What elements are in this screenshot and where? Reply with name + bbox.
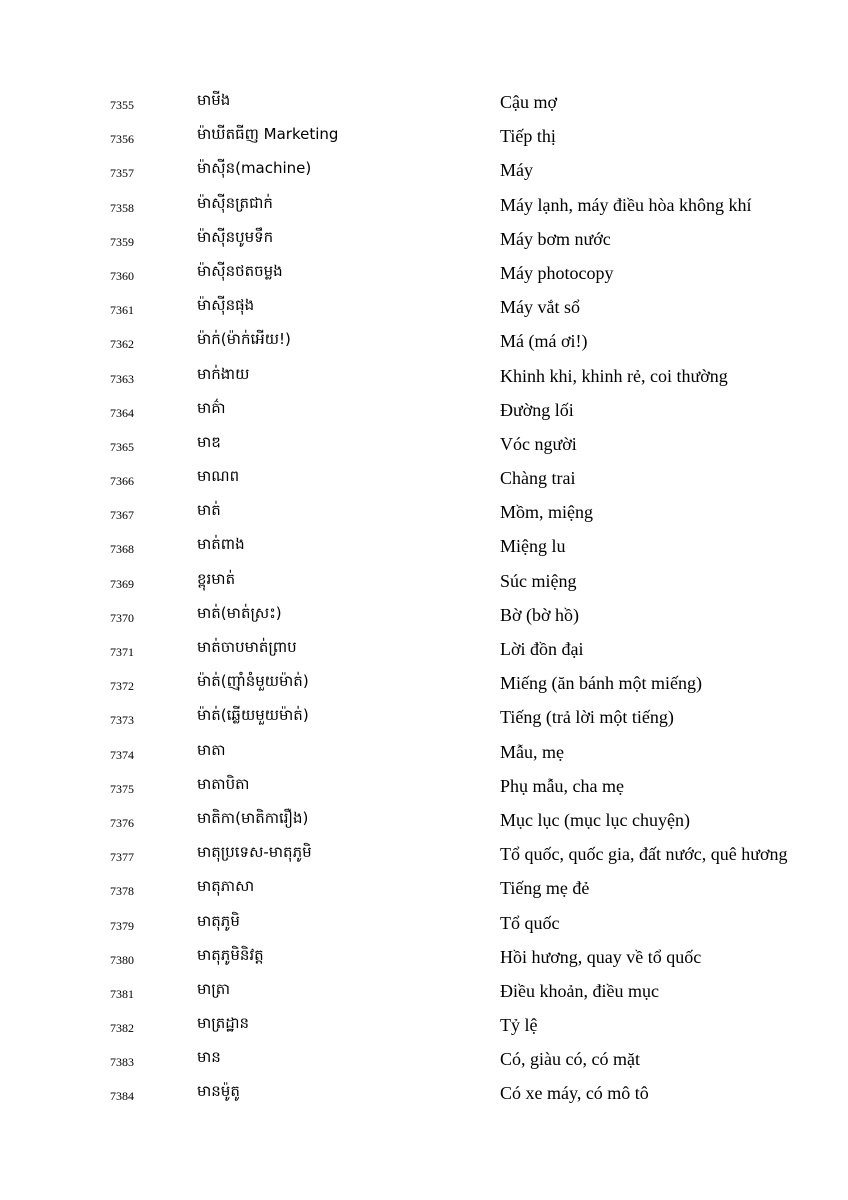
entry-row: [0, 599, 848, 633]
khmer-term: មាត្រា: [197, 979, 231, 998]
entry-row: [0, 975, 848, 1009]
khmer-term: មាត់: [197, 501, 221, 520]
vietnamese-meaning: Lời đồn đại: [500, 639, 584, 659]
entry-number: 7373: [110, 713, 134, 728]
entry-number: 7355: [110, 98, 134, 112]
entry-row: [0, 86, 848, 120]
entry-number: 7380: [110, 952, 134, 967]
entry-number: 7376: [110, 815, 134, 830]
entry-row: [0, 325, 848, 359]
khmer-term: មាណព: [197, 467, 240, 486]
khmer-term: មាត្រដ្ឋាន: [197, 1014, 250, 1033]
entry-number: 7362: [110, 337, 134, 352]
entry-number: 7358: [110, 200, 134, 215]
khmer-term: ម៉ាស៊ីនផុង: [197, 296, 255, 315]
entry-number: 7368: [110, 542, 134, 557]
vietnamese-meaning: Tiếp thị: [500, 126, 556, 147]
khmer-term: ម៉ាស៊ីនត្រជាក់: [197, 193, 273, 212]
entry-number: 7357: [110, 166, 134, 181]
entry-number: 7381: [110, 986, 134, 1001]
vietnamese-meaning: Tổ quốc, quốc gia, đất nước, quê hương: [500, 844, 788, 865]
vietnamese-meaning: Mồm, miệng: [500, 502, 593, 523]
khmer-term: ម៉ាឃីតធីញ Marketing: [197, 125, 339, 144]
vietnamese-meaning: Máy: [500, 160, 533, 181]
entry-row: [0, 736, 848, 770]
khmer-term: មាគ៌ា: [197, 398, 226, 417]
entry-number: 7378: [110, 884, 134, 899]
entry-list: [0, 86, 848, 1112]
khmer-term: ម៉ាក់(ម៉ាក់អើយ!): [197, 330, 291, 349]
vietnamese-meaning: Má (má ơi!): [500, 331, 588, 352]
entry-number: 7363: [110, 371, 134, 386]
vietnamese-meaning: Tiếng (trả lời một tiếng): [500, 707, 674, 728]
entry-number: 7369: [110, 576, 134, 591]
vietnamese-meaning: Miệng lu: [500, 536, 566, 557]
entry-row: [0, 770, 848, 804]
entry-row: [0, 667, 848, 701]
khmer-term: មាតា: [197, 740, 226, 759]
entry-number: 7360: [110, 268, 134, 283]
entry-number: 7370: [110, 610, 134, 625]
vietnamese-meaning: Vóc người: [500, 433, 577, 454]
khmer-term: មានម៉ូតូ: [197, 1082, 240, 1101]
vietnamese-meaning: Máy vắt sổ: [500, 297, 580, 318]
entry-row: [0, 120, 848, 154]
khmer-term: មាឌ: [197, 432, 221, 451]
khmer-term: ខ្ពុរមាត់: [197, 569, 236, 588]
entry-number: 7366: [110, 474, 134, 489]
entry-row: [0, 804, 848, 838]
entry-row: [0, 907, 848, 941]
khmer-term: ម៉ាស៊ីនបូមទឹក: [197, 227, 274, 246]
khmer-term: មាតុភាសា: [197, 877, 255, 896]
entry-number: 7367: [110, 508, 134, 523]
vietnamese-meaning: Cậu mợ: [500, 92, 558, 112]
entry-number: 7372: [110, 679, 134, 694]
khmer-term: ម៉ាត់(ញ៉ាំនំមួយម៉ាត់): [197, 672, 309, 691]
entry-number: 7374: [110, 747, 134, 762]
entry-row: [0, 633, 848, 667]
entry-row: [0, 257, 848, 291]
khmer-term: មាត់ពាង: [197, 535, 245, 554]
vietnamese-meaning: Mẫu, mẹ: [500, 741, 564, 762]
khmer-term: មាតុភូមិ: [197, 911, 240, 930]
entry-row: [0, 872, 848, 906]
vietnamese-meaning: Hồi hương, quay về tổ quốc: [500, 946, 702, 967]
khmer-term: មាតិកា(មាតិការឿង): [197, 808, 309, 827]
vietnamese-meaning: Tiếng mẹ đẻ: [500, 878, 590, 899]
entry-number: 7382: [110, 1021, 134, 1036]
entry-row: [0, 154, 848, 188]
entry-row: [0, 428, 848, 462]
entry-row: [0, 530, 848, 564]
entry-number: 7377: [110, 850, 134, 865]
khmer-term: មាត់(មាត់ស្រះ): [197, 603, 282, 622]
vietnamese-meaning: Điều khoản, điều mục: [500, 980, 659, 1001]
khmer-term: ម៉ាស៊ីនថតចម្លង: [197, 261, 283, 280]
entry-number: 7384: [110, 1089, 134, 1104]
vietnamese-meaning: Khinh khi, khinh rẻ, coi thường: [500, 365, 728, 386]
entry-number: 7364: [110, 405, 134, 420]
entry-row: [0, 462, 848, 496]
entry-number: 7371: [110, 645, 134, 659]
entry-row: [0, 360, 848, 394]
entry-row: [0, 291, 848, 325]
khmer-term: ម៉ាត់(ឆ្លើយមួយម៉ាត់): [197, 706, 309, 725]
vietnamese-meaning: Máy bơm nước: [500, 228, 611, 249]
khmer-term: មាតុភូមិនិវត្ត: [197, 945, 264, 964]
entry-row: [0, 223, 848, 257]
entry-number: 7365: [110, 439, 134, 454]
entry-row: [0, 189, 848, 223]
entry-number: 7383: [110, 1055, 134, 1070]
vietnamese-meaning: Có, giàu có, có mặt: [500, 1049, 640, 1070]
vietnamese-meaning: Bờ (bờ hồ): [500, 604, 580, 625]
vietnamese-meaning: Súc miệng: [500, 570, 577, 591]
entry-row: [0, 838, 848, 872]
entry-number: 7375: [110, 781, 134, 796]
vietnamese-meaning: Tổ quốc: [500, 912, 560, 933]
vietnamese-meaning: Đường lối: [500, 399, 574, 420]
vietnamese-meaning: Tỷ lệ: [500, 1015, 538, 1036]
khmer-term: មាតាបិតា: [197, 774, 250, 793]
vietnamese-meaning: Có xe máy, có mô tô: [500, 1083, 649, 1104]
vietnamese-meaning: Miếng (ăn bánh một miếng): [500, 673, 702, 694]
entry-row: [0, 394, 848, 428]
khmer-term: មាតុប្រទេស-មាតុភូមិ: [197, 843, 312, 862]
vietnamese-meaning: Mục lục (mục lục chuyện): [500, 809, 690, 830]
khmer-term: មាក់ងាយ: [197, 364, 250, 383]
entry-row: [0, 496, 848, 530]
entry-row: [0, 701, 848, 735]
entry-number: 7361: [110, 303, 134, 318]
entry-row: [0, 565, 848, 599]
entry-row: [0, 1077, 848, 1111]
khmer-term: មាត់ចាបមាត់ព្រាប: [197, 638, 297, 656]
khmer-term: ម៉ាស៊ីន(machine): [197, 159, 312, 178]
vietnamese-meaning: Phụ mẫu, cha mẹ: [500, 775, 624, 796]
vietnamese-meaning: Máy lạnh, máy điều hòa không khí: [500, 194, 752, 215]
entry-row: [0, 1043, 848, 1077]
vietnamese-meaning: Máy photocopy: [500, 262, 614, 283]
entry-row: [0, 1009, 848, 1043]
entry-number: 7379: [110, 918, 134, 933]
vietnamese-meaning: Chàng trai: [500, 468, 576, 489]
entry-row: [0, 941, 848, 975]
khmer-term: មាមីង: [197, 91, 231, 109]
khmer-term: មាន: [197, 1048, 221, 1067]
entry-number: 7356: [110, 132, 134, 147]
entry-number: 7359: [110, 234, 134, 249]
